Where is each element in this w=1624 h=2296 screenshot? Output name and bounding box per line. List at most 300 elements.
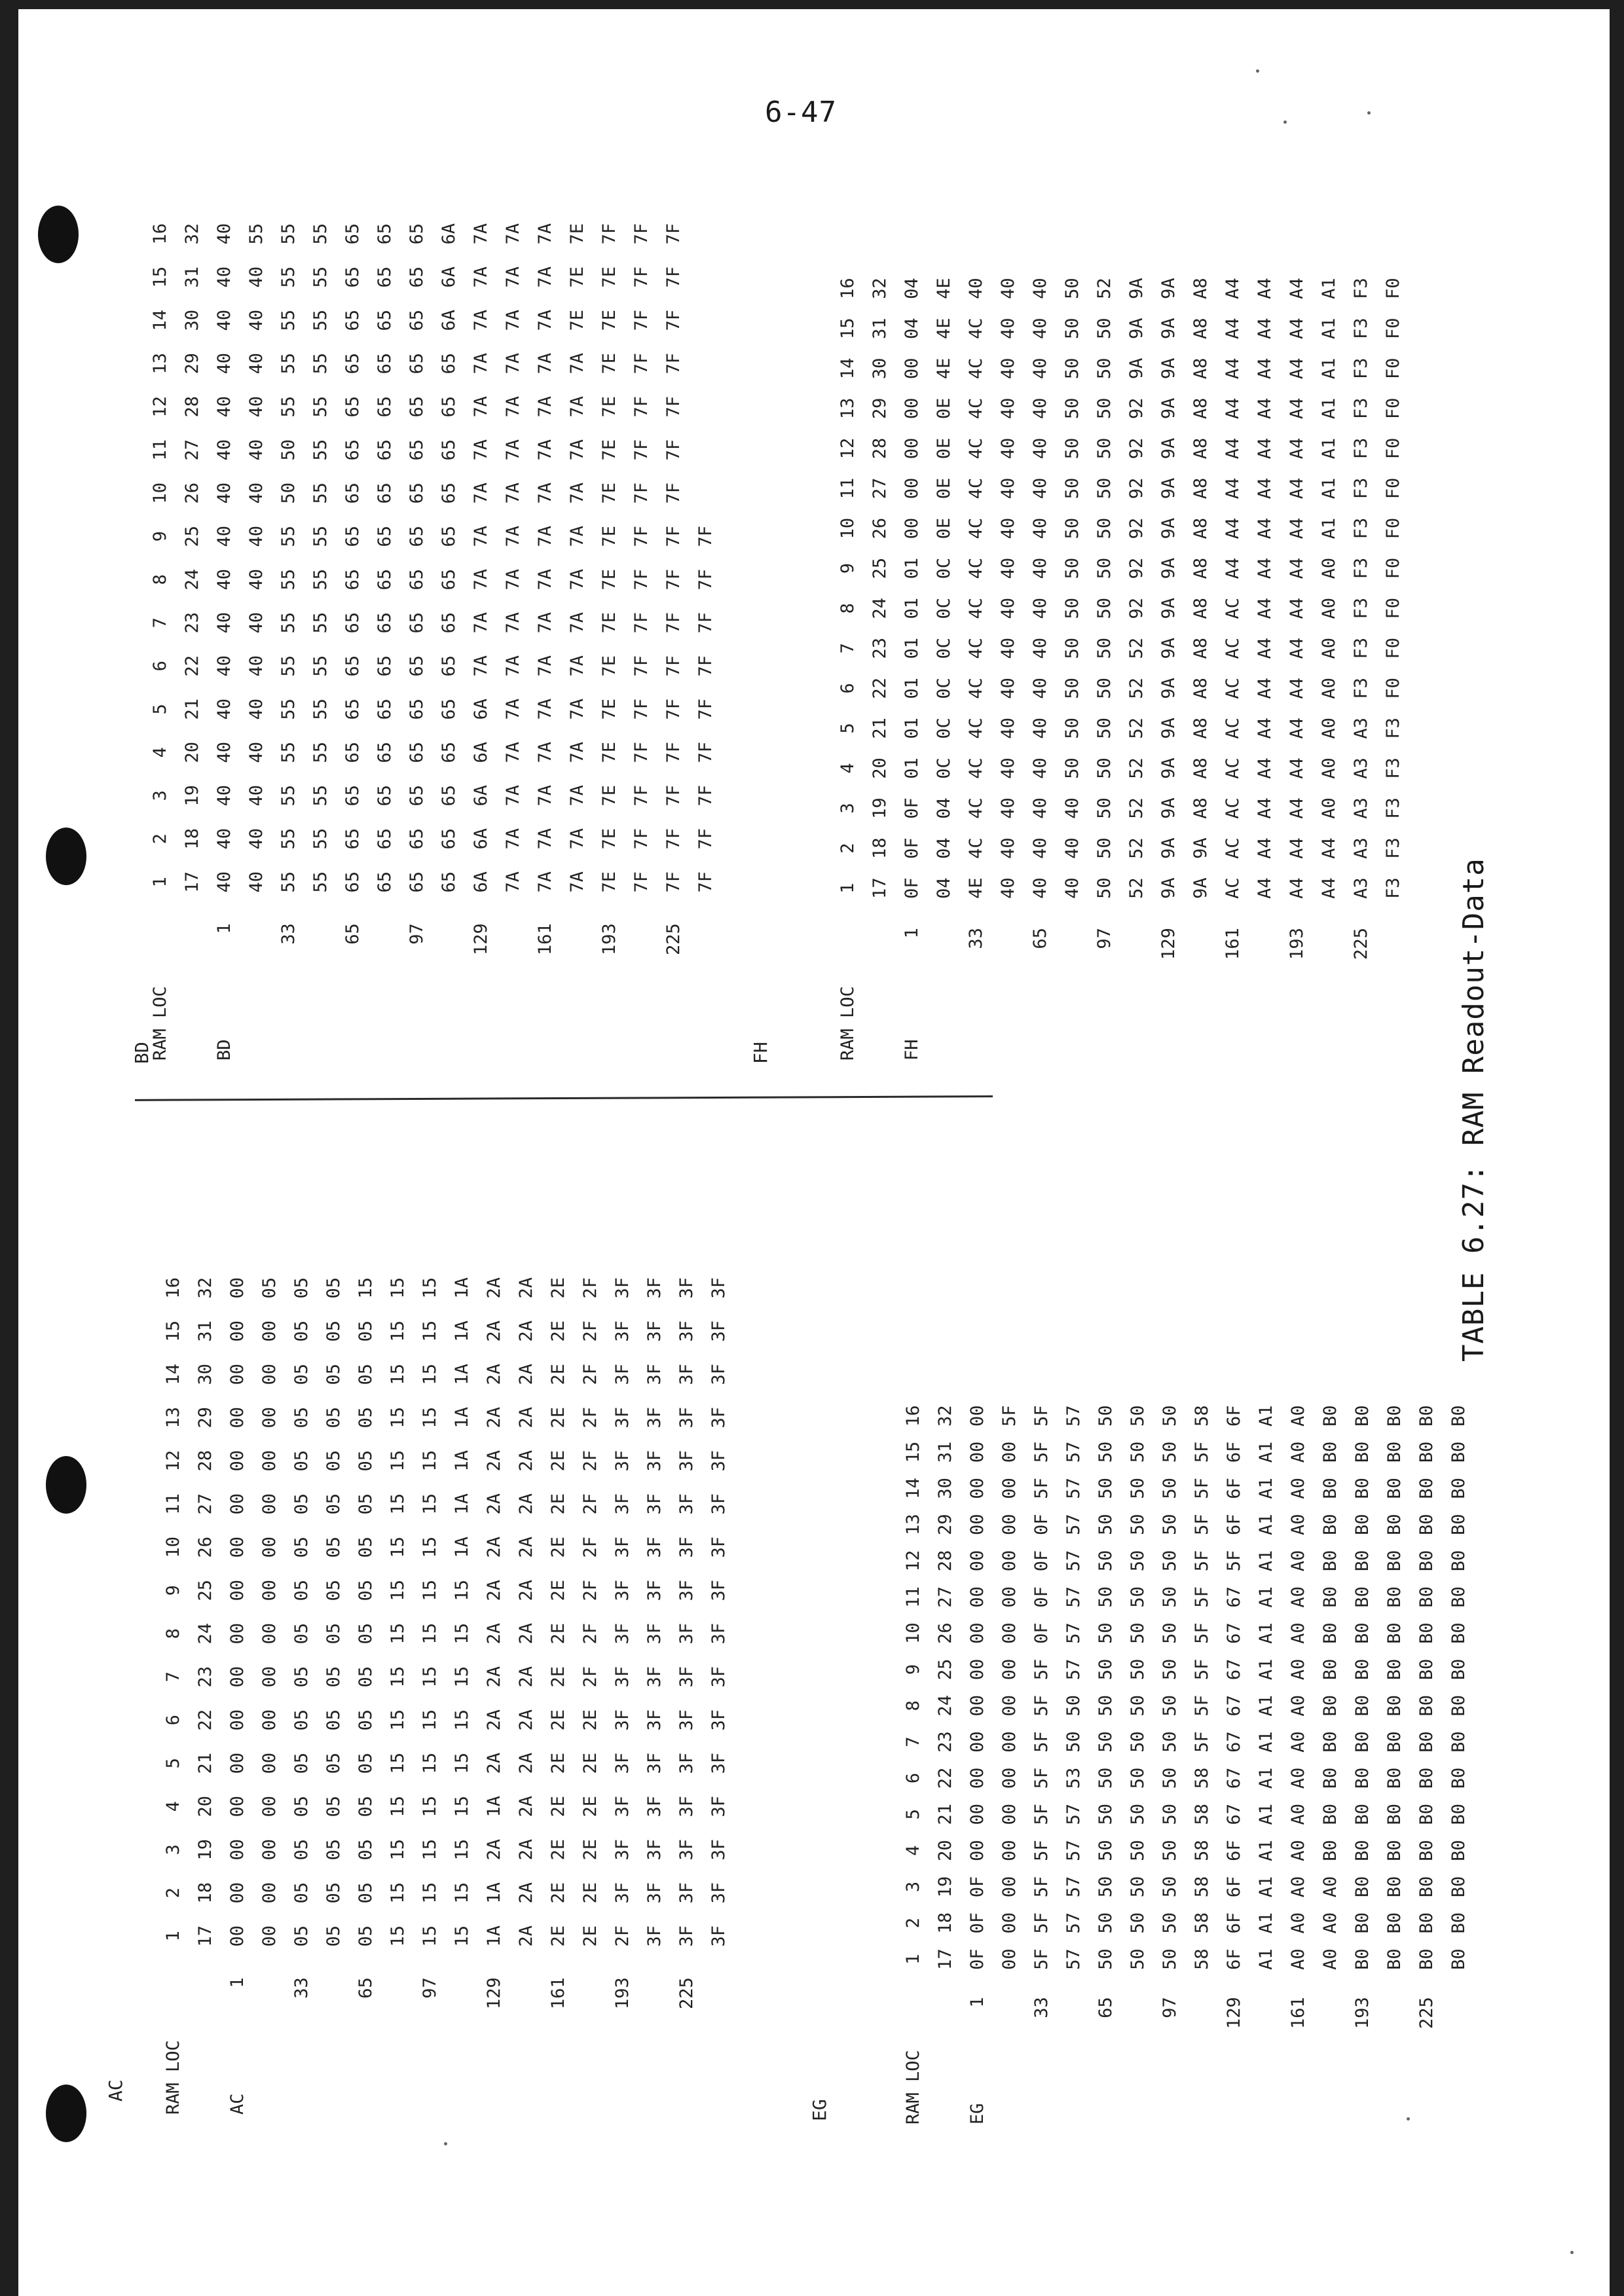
hex-value: F3: [1351, 437, 1371, 460]
hex-value: 00: [967, 1804, 987, 1825]
hex-value: 05: [356, 1709, 376, 1731]
hex-value: 15: [452, 1709, 472, 1731]
hex-value: 2E: [548, 1320, 568, 1342]
hex-value: A4: [1287, 477, 1307, 500]
hex-value: A8: [1190, 517, 1211, 539]
column-number: 6: [838, 683, 858, 694]
hex-value: 3F: [644, 1709, 665, 1731]
hex-value: 3F: [709, 1579, 729, 1601]
hex-value: A4: [1255, 437, 1275, 460]
hex-value: F3: [1383, 797, 1403, 819]
hex-value: 7A: [535, 395, 555, 418]
ram-location: [1058, 1977, 1090, 2050]
hex-value: A1: [1319, 477, 1339, 500]
hex-value: 7F: [663, 439, 684, 461]
hex-value: B0: [1384, 1514, 1405, 1535]
hex-value: A1: [1319, 357, 1339, 380]
hex-value: 0F: [902, 877, 922, 899]
hex-value: 65: [375, 482, 395, 504]
hex-value: A4: [1255, 837, 1275, 859]
hex-value: 00: [999, 1767, 1020, 1789]
hex-value: 0E: [934, 437, 954, 460]
hex-value: 15: [452, 1579, 472, 1601]
hex-value: 00: [259, 1406, 280, 1429]
hex-value: B0: [1449, 1550, 1469, 1572]
hex-value: 00: [227, 1363, 248, 1385]
hex-value: 4C: [966, 397, 986, 420]
hex-value: 65: [439, 784, 459, 807]
hex-value: 05: [259, 1277, 280, 1299]
hex-value: 5F: [1031, 1695, 1052, 1717]
ram-location: [240, 903, 272, 986]
hex-value: 5F: [1192, 1658, 1212, 1681]
column-number: 11: [150, 439, 170, 461]
column-number: 26: [195, 1536, 215, 1558]
column-number: 17: [195, 1925, 215, 1947]
spacer: [690, 986, 722, 1061]
table-row: [961, 1398, 993, 2124]
column-number: 5: [838, 723, 858, 734]
hex-value: 6A: [471, 741, 491, 763]
hex-value: 7A: [535, 784, 555, 807]
hex-value: 7F: [631, 309, 652, 331]
hex-value: A0: [1288, 1586, 1308, 1608]
hex-value: 55: [310, 828, 331, 850]
hex-value: 2A: [516, 1795, 536, 1817]
column-number: 25: [182, 525, 202, 547]
hex-value: F0: [1383, 357, 1403, 380]
hex-value: B0: [1449, 1695, 1469, 1717]
hex-value: 40: [246, 655, 267, 677]
hex-value: 9A: [1158, 278, 1179, 299]
hex-value: A4: [1223, 318, 1243, 340]
hex-value: B0: [1320, 1658, 1340, 1681]
hex-value: 3F: [612, 1882, 633, 1904]
table-row: [993, 1398, 1025, 2124]
hex-value: 05: [291, 1536, 312, 1558]
table-row: [1377, 268, 1409, 1061]
hex-value: 7E: [567, 223, 587, 245]
hex-value: 7F: [695, 525, 716, 547]
column-number: 7: [150, 617, 170, 629]
hex-value: A4: [1223, 557, 1243, 579]
spacer: [993, 2050, 1025, 2124]
hex-value: B0: [1384, 1840, 1405, 1861]
ram-location: [497, 903, 529, 986]
hex-value: 6F: [1224, 1912, 1244, 1934]
column-number: 13: [903, 1514, 923, 1535]
hex-value: 7A: [567, 828, 587, 850]
ram-location: 161: [1288, 1997, 1308, 2030]
table-row: [446, 1266, 478, 2115]
hex-value: 15: [356, 1277, 376, 1299]
hex-value: 05: [323, 1493, 344, 1515]
hex-value: 50: [1128, 1948, 1148, 1970]
hex-value: 0E: [934, 397, 954, 420]
hex-value: F0: [1383, 397, 1403, 420]
hex-value: 50: [1094, 597, 1115, 619]
hex-value: 57: [1063, 1876, 1084, 1898]
ram-location: 65: [1096, 1997, 1116, 2018]
hex-value: B0: [1320, 1405, 1340, 1427]
spacer: [1345, 986, 1377, 1061]
ram-location: [510, 1958, 542, 2040]
ram-location: 193: [1352, 1997, 1373, 2030]
quadrant-fh: [832, 268, 1409, 1061]
hex-value: F3: [1383, 837, 1403, 859]
hex-value: A1: [1319, 437, 1339, 460]
hex-value: A1: [1256, 1840, 1276, 1861]
hex-value: 00: [259, 1925, 280, 1947]
hex-value: A0: [1320, 1948, 1340, 1970]
hex-value: B0: [1449, 1514, 1469, 1535]
hex-value: 7F: [631, 223, 652, 245]
spacer: [992, 986, 1024, 1061]
hex-value: 50: [1160, 1695, 1180, 1717]
column-number: 1: [903, 1954, 923, 1965]
table-row: [896, 268, 928, 1061]
hex-value: 7A: [503, 871, 523, 893]
hex-value: 01: [902, 597, 922, 619]
hex-value: 55: [310, 309, 331, 331]
hex-value: 9A: [1158, 318, 1179, 340]
column-number: 29: [870, 397, 890, 420]
hex-value: B0: [1416, 1876, 1437, 1898]
hex-value: B0: [1320, 1767, 1340, 1789]
hex-value: A4: [1255, 638, 1275, 659]
hex-value: A8: [1190, 678, 1211, 699]
hex-value: A4: [1287, 678, 1307, 699]
column-number: 2: [163, 1887, 183, 1899]
hex-value: 50: [1128, 1478, 1148, 1499]
column-number: 13: [150, 352, 170, 374]
hex-value: 05: [291, 1882, 312, 1904]
hex-value: 40: [246, 266, 267, 288]
hex-value: 65: [342, 698, 363, 720]
hex-value: A4: [1255, 557, 1275, 579]
hex-value: 7A: [567, 395, 587, 418]
column-number: 5: [163, 1758, 183, 1769]
hex-value: 7E: [599, 482, 619, 504]
hex-value: 55: [278, 525, 299, 547]
hex-value: 7A: [503, 352, 523, 374]
spacer: [703, 2040, 735, 2115]
hex-value: 00: [227, 1277, 248, 1299]
column-number: 3: [838, 803, 858, 814]
hex-value: 3F: [612, 1493, 633, 1515]
hex-value: 55: [310, 266, 331, 288]
table-row: [574, 1266, 606, 2115]
hex-value: 65: [342, 309, 363, 331]
hex-value: 00: [999, 1840, 1020, 1861]
hex-value: 50: [278, 439, 299, 461]
hex-value: 05: [356, 1925, 376, 1947]
hex-value: 0F: [967, 1876, 987, 1898]
hex-value: 2A: [484, 1536, 504, 1558]
hex-value: 7F: [663, 741, 684, 763]
hex-value: 7F: [663, 482, 684, 504]
hex-value: A8: [1190, 597, 1211, 619]
hex-value: 00: [902, 397, 922, 420]
spacer: [864, 908, 896, 986]
column-number: 17: [935, 1948, 955, 1970]
column-number: 9: [150, 531, 170, 542]
hex-value: 40: [1030, 357, 1050, 380]
hex-value: A0: [1288, 1876, 1308, 1898]
hex-value: 7E: [599, 611, 619, 634]
hex-value: 05: [291, 1449, 312, 1472]
hex-value: 2A: [516, 1925, 536, 1947]
hex-value: 3F: [709, 1882, 729, 1904]
row-group-label: BD: [214, 1039, 234, 1061]
spacer: [1217, 986, 1249, 1061]
hex-value: 3F: [644, 1579, 665, 1601]
hex-value: B0: [1384, 1622, 1405, 1644]
hex-value: 40: [1030, 597, 1050, 619]
column-number: 15: [150, 266, 170, 288]
spacer: [638, 2040, 671, 2115]
hex-value: 7A: [471, 525, 491, 547]
hex-value: 52: [1126, 678, 1147, 699]
hex-value: 7A: [535, 223, 555, 245]
hex-value: 55: [278, 223, 299, 245]
hex-value: 3F: [612, 1622, 633, 1645]
table-row: [1313, 268, 1345, 1061]
hex-value: 3F: [709, 1449, 729, 1472]
hex-value: 7A: [471, 223, 491, 245]
hex-value: 7A: [535, 525, 555, 547]
hex-value: A0: [1288, 1804, 1308, 1825]
hex-value: 3F: [676, 1709, 697, 1731]
hex-value: A4: [1287, 638, 1307, 659]
ram-location: 33: [966, 928, 986, 949]
table-row: [318, 1266, 350, 2115]
hex-value: 2E: [548, 1666, 568, 1688]
hex-value: A1: [1256, 1658, 1276, 1681]
hex-value: A8: [1190, 397, 1211, 420]
hex-value: 40: [214, 352, 234, 374]
hex-value: 15: [420, 1795, 440, 1817]
hex-value: 50: [1160, 1586, 1180, 1608]
spacer: [497, 986, 529, 1061]
hex-value: 00: [999, 1586, 1020, 1608]
hex-value: B0: [1449, 1731, 1469, 1753]
table-row: [1346, 1398, 1378, 2124]
spacer: [304, 986, 337, 1061]
hex-value: 3F: [709, 1752, 729, 1774]
hex-value: 50: [1096, 1695, 1116, 1717]
hex-value: 50: [1096, 1405, 1116, 1427]
column-number: 15: [903, 1441, 923, 1463]
hex-value: 7F: [663, 655, 684, 677]
hex-value: A0: [1288, 1658, 1308, 1681]
hex-value: 7A: [535, 655, 555, 677]
hex-value: 2A: [484, 1363, 504, 1385]
column-number: 24: [870, 597, 890, 619]
hex-value: 15: [420, 1579, 440, 1601]
hex-value: 00: [227, 1795, 248, 1817]
column-number: 18: [195, 1882, 215, 1904]
hex-value: A4: [1223, 517, 1243, 539]
hex-value: 50: [1128, 1405, 1148, 1427]
hex-value: 40: [998, 477, 1018, 500]
hex-value: 4C: [966, 638, 986, 659]
hex-value: [690, 342, 722, 385]
hex-value: 3F: [644, 1882, 665, 1904]
hex-value: 40: [246, 871, 267, 893]
hex-value: 52: [1126, 757, 1147, 779]
hex-value: 40: [214, 741, 234, 763]
row-group-label: FH: [902, 1039, 922, 1061]
hex-value: 50: [1062, 638, 1082, 659]
hex-value: 2F: [580, 1320, 600, 1342]
hex-value: 2A: [484, 1320, 504, 1342]
hex-value: 50: [1096, 1731, 1116, 1753]
hex-value: B0: [1384, 1658, 1405, 1681]
ram-location: 33: [291, 1977, 312, 1999]
hex-value: 7A: [567, 525, 587, 547]
hex-value: 9A: [1158, 397, 1179, 420]
hex-value: 3F: [644, 1752, 665, 1774]
hex-value: 65: [375, 655, 395, 677]
hex-value: 57: [1063, 1912, 1084, 1934]
hex-value: 52: [1126, 877, 1147, 899]
hex-value: 2A: [516, 1752, 536, 1774]
hex-value: 00: [967, 1586, 987, 1608]
column-number: 14: [838, 357, 858, 380]
hex-value: A3: [1351, 877, 1371, 899]
hex-value: 7F: [599, 223, 619, 245]
hex-value: 15: [388, 1795, 408, 1817]
hex-value: 40: [214, 223, 234, 245]
column-number-row: [189, 1266, 221, 2115]
table-row: [960, 268, 992, 1061]
spacer: [1377, 986, 1409, 1061]
hex-value: 7F: [663, 611, 684, 634]
hex-value: 50: [1094, 877, 1115, 899]
column-number: 13: [163, 1406, 183, 1429]
hex-value: 5F: [999, 1405, 1020, 1427]
hex-value: 50: [1128, 1804, 1148, 1825]
ram-location: 33: [278, 923, 299, 945]
hex-value: A1: [1256, 1478, 1276, 1499]
ram-location: [304, 903, 337, 986]
column-number-row: [929, 1398, 961, 2124]
table-row: [542, 1266, 574, 2115]
hex-value: 00: [967, 1767, 987, 1789]
spacer: [1250, 2050, 1282, 2124]
hex-value: 3F: [676, 1493, 697, 1515]
hex-value: 65: [439, 611, 459, 634]
ram-location: 129: [484, 1977, 504, 2009]
spacer: [433, 986, 465, 1061]
column-number: 32: [195, 1277, 215, 1299]
hex-value: 05: [291, 1709, 312, 1731]
column-number: 24: [935, 1695, 955, 1717]
hex-value: 00: [967, 1731, 987, 1753]
table-row: [1443, 1398, 1475, 2124]
column-number: 1: [150, 877, 170, 888]
hex-value: 55: [278, 266, 299, 288]
hex-value: 9A: [1158, 678, 1179, 699]
hex-value: 05: [291, 1406, 312, 1429]
hex-value: 65: [439, 482, 459, 504]
table-row: [671, 1266, 703, 2115]
hex-value: 55: [310, 439, 331, 461]
table-row: [1217, 268, 1249, 1061]
hex-value: 05: [356, 1752, 376, 1774]
hex-value: 2E: [548, 1622, 568, 1645]
ram-location: [993, 1977, 1025, 2050]
hex-value: 57: [1063, 1804, 1084, 1825]
hex-value: 7E: [599, 395, 619, 418]
hex-value: 2A: [484, 1752, 504, 1774]
hex-value: A4: [1255, 678, 1275, 699]
hex-value: 0C: [934, 638, 954, 659]
hex-value: 50: [1160, 1840, 1180, 1861]
hex-value: 00: [967, 1622, 987, 1644]
column-number: 28: [195, 1449, 215, 1472]
column-number: 22: [195, 1709, 215, 1731]
hex-value: B0: [1416, 1622, 1437, 1644]
spacer: [1281, 986, 1313, 1061]
hex-value: 0C: [934, 557, 954, 579]
hex-value: 65: [407, 871, 427, 893]
column-number: 3: [150, 790, 170, 801]
column-number: 19: [182, 784, 202, 807]
column-number: 31: [870, 318, 890, 340]
hex-value: 65: [342, 266, 363, 288]
hex-value: 50: [1160, 1767, 1180, 1789]
hex-value: 2A: [484, 1579, 504, 1601]
table-row: [703, 1266, 735, 2115]
hex-value: 7A: [471, 655, 491, 677]
hex-value: F3: [1383, 718, 1403, 739]
hex-value: 40: [214, 309, 234, 331]
hex-value: 0F: [967, 1948, 987, 1970]
hex-value: 3F: [644, 1363, 665, 1385]
hex-value: 3F: [676, 1536, 697, 1558]
hex-value: 04: [902, 278, 922, 299]
hex-value: 65: [407, 784, 427, 807]
spacer: [446, 2040, 478, 2115]
hex-value: 65: [375, 395, 395, 418]
hex-value: B0: [1320, 1441, 1340, 1463]
hex-value: 55: [278, 655, 299, 677]
hex-value: 6F: [1224, 1478, 1244, 1499]
hex-value: A0: [1288, 1405, 1308, 1427]
spacer: [1090, 2050, 1122, 2124]
hex-value: 05: [323, 1882, 344, 1904]
ram-location: [318, 1958, 350, 2040]
hex-value: 2A: [484, 1449, 504, 1472]
hex-value: A0: [1319, 718, 1339, 739]
hex-value: 3F: [644, 1536, 665, 1558]
hex-value: 2E: [580, 1795, 600, 1817]
table-row: [401, 212, 433, 1061]
hex-value: 40: [998, 797, 1018, 819]
hex-value: 7A: [471, 395, 491, 418]
hex-value: 0E: [934, 517, 954, 539]
hex-value: B0: [1384, 1405, 1405, 1427]
hex-value: 9A: [1158, 797, 1179, 819]
hex-value: 3F: [676, 1666, 697, 1688]
ram-location: 161: [548, 1977, 568, 2009]
spacer: [189, 2040, 221, 2115]
hex-value: 50: [1096, 1514, 1116, 1535]
hex-value: 7E: [599, 309, 619, 331]
hex-value: B0: [1416, 1731, 1437, 1753]
